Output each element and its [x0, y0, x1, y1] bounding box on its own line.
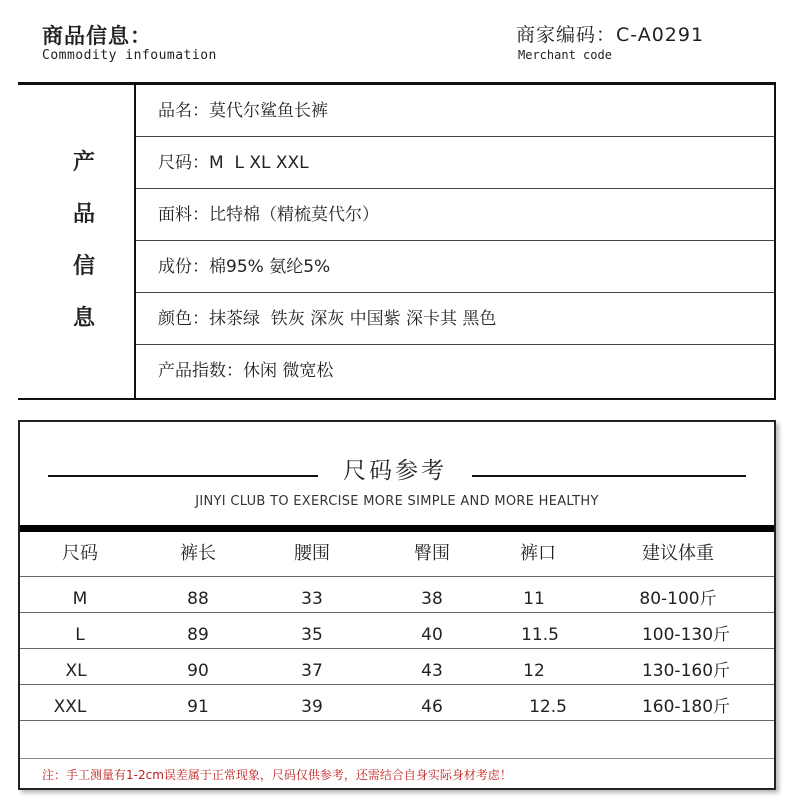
weight-cell: 80-100斤 [639, 589, 717, 609]
weight-cell: 130-160斤 [641, 661, 731, 681]
size-chart-subtitle: JINYI CLUB TO EXERCISE MORE SIMPLE AND MORE HEALTHY [195, 494, 599, 509]
size-cell: XXL [53, 697, 87, 717]
note-divider [20, 758, 774, 759]
info-row-name: 品名：莫代尔鲨鱼长裤 [136, 85, 774, 137]
banner-divider-left [48, 475, 318, 477]
hem-cell: 12.5 [529, 697, 567, 717]
header-hem: 裤口 [520, 543, 556, 564]
waist-cell: 37 [301, 661, 323, 681]
side-char: 品 [72, 202, 95, 227]
header-waist: 腰围 [294, 543, 330, 564]
length-cell: 89 [187, 625, 209, 645]
size-table-header [20, 532, 774, 577]
hem-cell: 12 [523, 661, 545, 681]
hem-cell: 11.5 [521, 625, 559, 645]
hip-cell: 46 [421, 697, 443, 717]
size-cell: XL [65, 661, 87, 681]
size-cell: L [75, 625, 85, 645]
side-char: 息 [72, 306, 95, 331]
weight-cell: 160-180斤 [641, 697, 731, 717]
size-chart-banner [20, 422, 774, 522]
table-row [20, 612, 774, 649]
header-length: 裤长 [180, 543, 216, 564]
table-row [20, 648, 774, 685]
info-header [18, 14, 778, 82]
side-char: 产 [72, 150, 95, 175]
merchant-code-label: Merchant code [518, 48, 612, 62]
length-cell: 91 [187, 697, 209, 717]
merchant-code: 商家编码：C-A0291 [516, 24, 705, 46]
header-hip: 臀围 [414, 543, 450, 564]
table-row [20, 576, 774, 613]
length-cell: 90 [187, 661, 209, 681]
product-info-side-label [18, 85, 136, 398]
waist-cell: 39 [301, 697, 323, 717]
weight-cell: 100-130斤 [641, 625, 731, 645]
hip-cell: 38 [421, 589, 443, 609]
hem-cell: 11 [523, 589, 545, 609]
header-weight: 建议体重 [642, 543, 714, 564]
waist-cell: 33 [301, 589, 323, 609]
length-cell: 88 [187, 589, 209, 609]
header-subtitle: Commodity infoumation [42, 48, 217, 63]
size-chart-title: 尺码参考 [343, 458, 447, 484]
size-chart-card [18, 420, 776, 790]
size-cell: M [72, 589, 88, 609]
measurement-note: 注：手工测量有1-2cm误差属于正常现象，尺码仅供参考，还需结合自身实际身材考虑！ [42, 768, 512, 782]
info-row-index: 产品指数：休闲 微宽松 [158, 361, 334, 381]
header-title: 商品信息： [42, 24, 152, 48]
header-size: 尺码 [62, 543, 98, 564]
info-rows [136, 85, 774, 398]
hip-cell: 40 [421, 625, 443, 645]
info-row-sizes: 尺码：M L XL XXL [136, 137, 774, 189]
info-row-colors: 颜色：抹茶绿 铁灰 深灰 中国紫 深卡其 黑色 [136, 293, 774, 345]
side-char: 信 [72, 254, 95, 279]
info-row-fabric: 面料：比特棉（精梳莫代尔） [136, 189, 774, 241]
waist-cell: 35 [301, 625, 323, 645]
banner-divider-right [472, 475, 746, 477]
table-row [20, 684, 774, 721]
hip-cell: 43 [421, 661, 443, 681]
info-row-composition: 成份：棉95% 氨纶5% [136, 241, 774, 293]
product-info-table [18, 82, 776, 400]
size-chart-divider [20, 525, 774, 532]
